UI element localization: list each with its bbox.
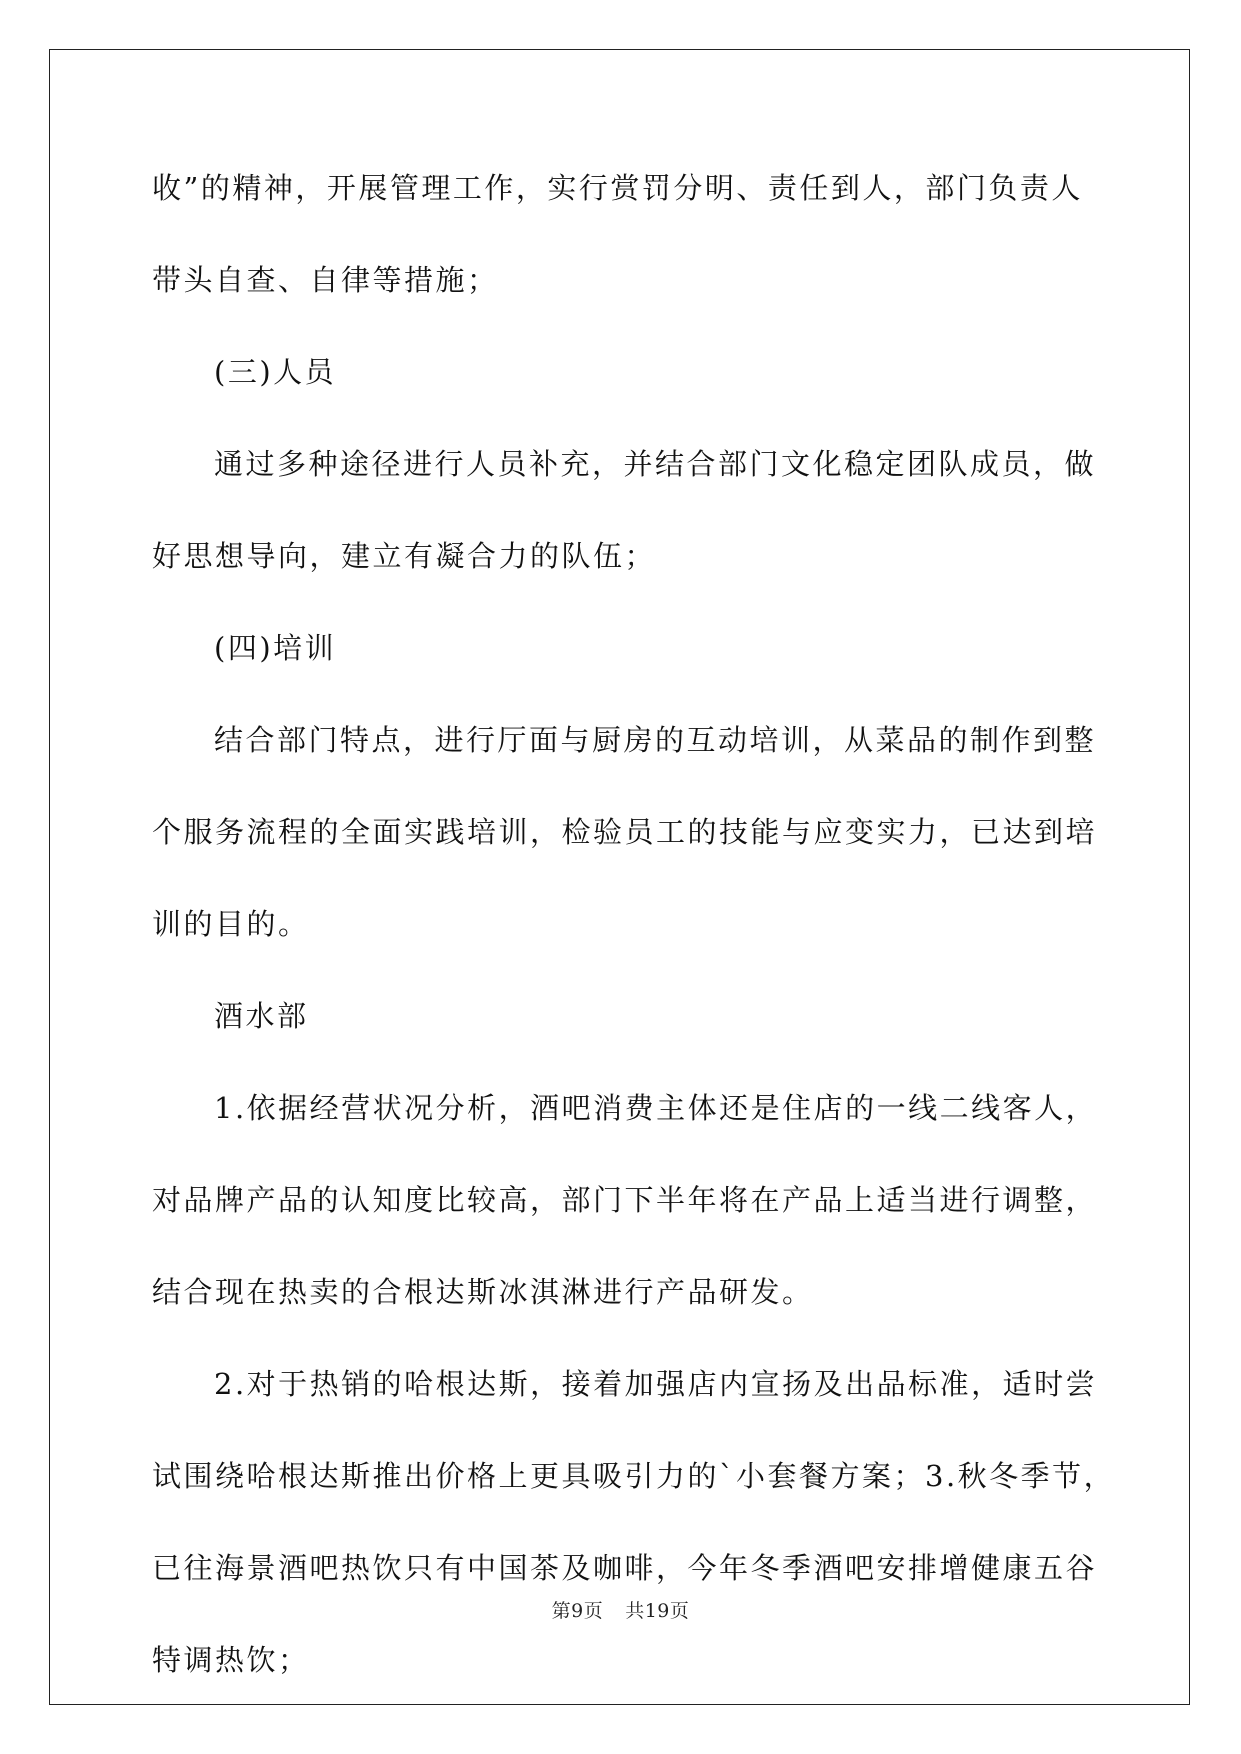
page-number: 第9页 [551, 1600, 604, 1622]
text-line: 通过多种途径进行人员补充，并结合部门文化稳定团队成员，做 [214, 447, 1097, 481]
section-heading: 酒水部 [214, 999, 309, 1033]
page-total: 共19页 [625, 1600, 690, 1622]
text-line: 结合现在热卖的合根达斯冰淇淋进行产品研发。 [152, 1275, 814, 1309]
text-line: 试围绕哈根达斯推出价格上更具吸引力的`小套餐方案；3.秋冬季节， [152, 1459, 1116, 1493]
document-body [152, 164, 1116, 1728]
text-line: 特调热饮； [152, 1643, 310, 1677]
text-line: 结合部门特点，进行厅面与厨房的互动培训，从菜品的制作到整 [214, 723, 1097, 757]
section-heading: (四)培训 [214, 631, 337, 665]
page-footer [0, 1596, 1241, 1623]
text-line: 训的目的。 [152, 907, 310, 941]
text-line: 2.对于热销的哈根达斯，接着加强店内宣扬及出品标准，适时尝 [214, 1367, 1098, 1401]
text-line: 对品牌产品的认知度比较高，部门下半年将在产品上适当进行调整， [152, 1183, 1098, 1217]
text-line: 收”的精神，开展管理工作，实行赏罚分明、责任到人，部门负责人 [152, 171, 1083, 205]
text-line: 好思想导向，建立有凝合力的队伍； [152, 539, 657, 573]
text-line: 个服务流程的全面实践培训，检验员工的技能与应变实力，已达到培 [152, 815, 1098, 849]
text-line: 带头自查、自律等措施； [152, 263, 499, 297]
text-line: 已往海景酒吧热饮只有中国茶及咖啡，今年冬季酒吧安排增健康五谷 [152, 1551, 1098, 1585]
text-line: 1.依据经营状况分析，酒吧消费主体还是住店的一线二线客人， [214, 1091, 1098, 1125]
section-heading: (三)人员 [214, 355, 337, 389]
